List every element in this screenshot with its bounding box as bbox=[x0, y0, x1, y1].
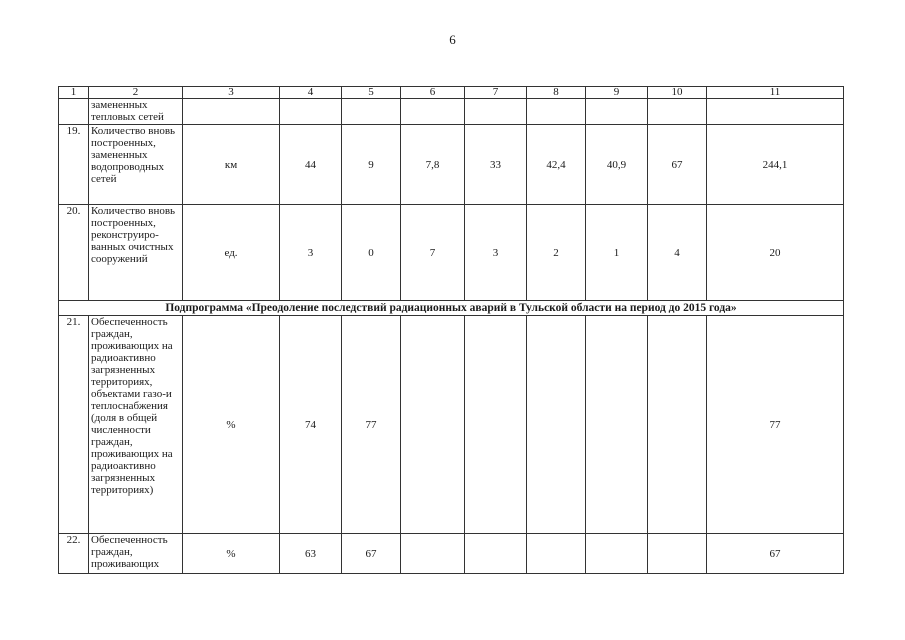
column-header: 10 bbox=[648, 87, 707, 99]
indicator-name: Количество вновь построенных, замененных водопроводных сетей bbox=[89, 125, 183, 205]
column-header: 1 bbox=[59, 87, 89, 99]
row-number: 20. bbox=[59, 205, 89, 301]
value-cell: 74 bbox=[280, 316, 342, 534]
table-row bbox=[59, 99, 844, 125]
value-cell bbox=[527, 316, 586, 534]
table-row bbox=[59, 205, 844, 301]
value-cell: 67 bbox=[648, 125, 707, 205]
value-cell bbox=[342, 99, 401, 125]
total-cell bbox=[707, 99, 844, 125]
total-cell: 20 bbox=[707, 205, 844, 301]
table-row bbox=[59, 125, 844, 205]
unit-cell: % bbox=[183, 534, 280, 574]
value-cell bbox=[401, 316, 465, 534]
value-cell: 63 bbox=[280, 534, 342, 574]
value-cell bbox=[586, 534, 648, 574]
value-cell bbox=[465, 316, 527, 534]
value-cell: 3 bbox=[280, 205, 342, 301]
table-row bbox=[59, 316, 844, 534]
column-header: 5 bbox=[342, 87, 401, 99]
unit-cell: ед. bbox=[183, 205, 280, 301]
value-cell: 44 bbox=[280, 125, 342, 205]
value-cell: 3 bbox=[465, 205, 527, 301]
indicator-name: Количество вновь построенных, реконструиро-ванных очистных сооружений bbox=[89, 205, 183, 301]
value-cell: 7 bbox=[401, 205, 465, 301]
column-header: 9 bbox=[586, 87, 648, 99]
value-cell bbox=[465, 534, 527, 574]
value-cell bbox=[527, 534, 586, 574]
section-title: Подпрограмма «Преодоление последствий радиационных аварий в Тульской области на период до 2015 года» bbox=[59, 301, 844, 316]
column-header: 3 bbox=[183, 87, 280, 99]
column-header: 8 bbox=[527, 87, 586, 99]
column-header: 4 bbox=[280, 87, 342, 99]
value-cell: 9 bbox=[342, 125, 401, 205]
indicators-table bbox=[58, 86, 844, 574]
row-number: 19. bbox=[59, 125, 89, 205]
value-cell bbox=[401, 99, 465, 125]
value-cell bbox=[586, 99, 648, 125]
indicator-name: Обеспеченность граждан, проживающих bbox=[89, 534, 183, 574]
unit-cell: км bbox=[183, 125, 280, 205]
column-header: 7 bbox=[465, 87, 527, 99]
value-cell: 4 bbox=[648, 205, 707, 301]
value-cell bbox=[648, 534, 707, 574]
value-cell bbox=[465, 99, 527, 125]
total-cell: 67 bbox=[707, 534, 844, 574]
column-header: 11 bbox=[707, 87, 844, 99]
value-cell: 67 bbox=[342, 534, 401, 574]
column-header: 2 bbox=[89, 87, 183, 99]
value-cell bbox=[280, 99, 342, 125]
value-cell: 7,8 bbox=[401, 125, 465, 205]
value-cell: 40,9 bbox=[586, 125, 648, 205]
row-number: 21. bbox=[59, 316, 89, 534]
column-header: 6 bbox=[401, 87, 465, 99]
row-number bbox=[59, 99, 89, 125]
row-number: 22. bbox=[59, 534, 89, 574]
indicator-name: Обеспеченность граждан, проживающих на радиоактивно загрязненных территориях, объектами газо-и теплоснабжения (доля в общей численности граждан, проживающих на радиоактивно загрязненных территориях) bbox=[89, 316, 183, 534]
indicator-name: замененных тепловых сетей bbox=[89, 99, 183, 125]
unit-cell bbox=[183, 99, 280, 125]
total-cell: 244,1 bbox=[707, 125, 844, 205]
value-cell: 0 bbox=[342, 205, 401, 301]
value-cell: 77 bbox=[342, 316, 401, 534]
value-cell: 33 bbox=[465, 125, 527, 205]
value-cell bbox=[586, 316, 648, 534]
value-cell: 2 bbox=[527, 205, 586, 301]
value-cell bbox=[527, 99, 586, 125]
page-number: 6 bbox=[449, 32, 456, 47]
value-cell bbox=[648, 99, 707, 125]
total-cell: 77 bbox=[707, 316, 844, 534]
table-row bbox=[59, 534, 844, 574]
value-cell: 42,4 bbox=[527, 125, 586, 205]
unit-cell: % bbox=[183, 316, 280, 534]
column-number-row bbox=[59, 87, 844, 99]
value-cell bbox=[401, 534, 465, 574]
section-row bbox=[59, 301, 844, 316]
value-cell bbox=[648, 316, 707, 534]
value-cell: 1 bbox=[586, 205, 648, 301]
